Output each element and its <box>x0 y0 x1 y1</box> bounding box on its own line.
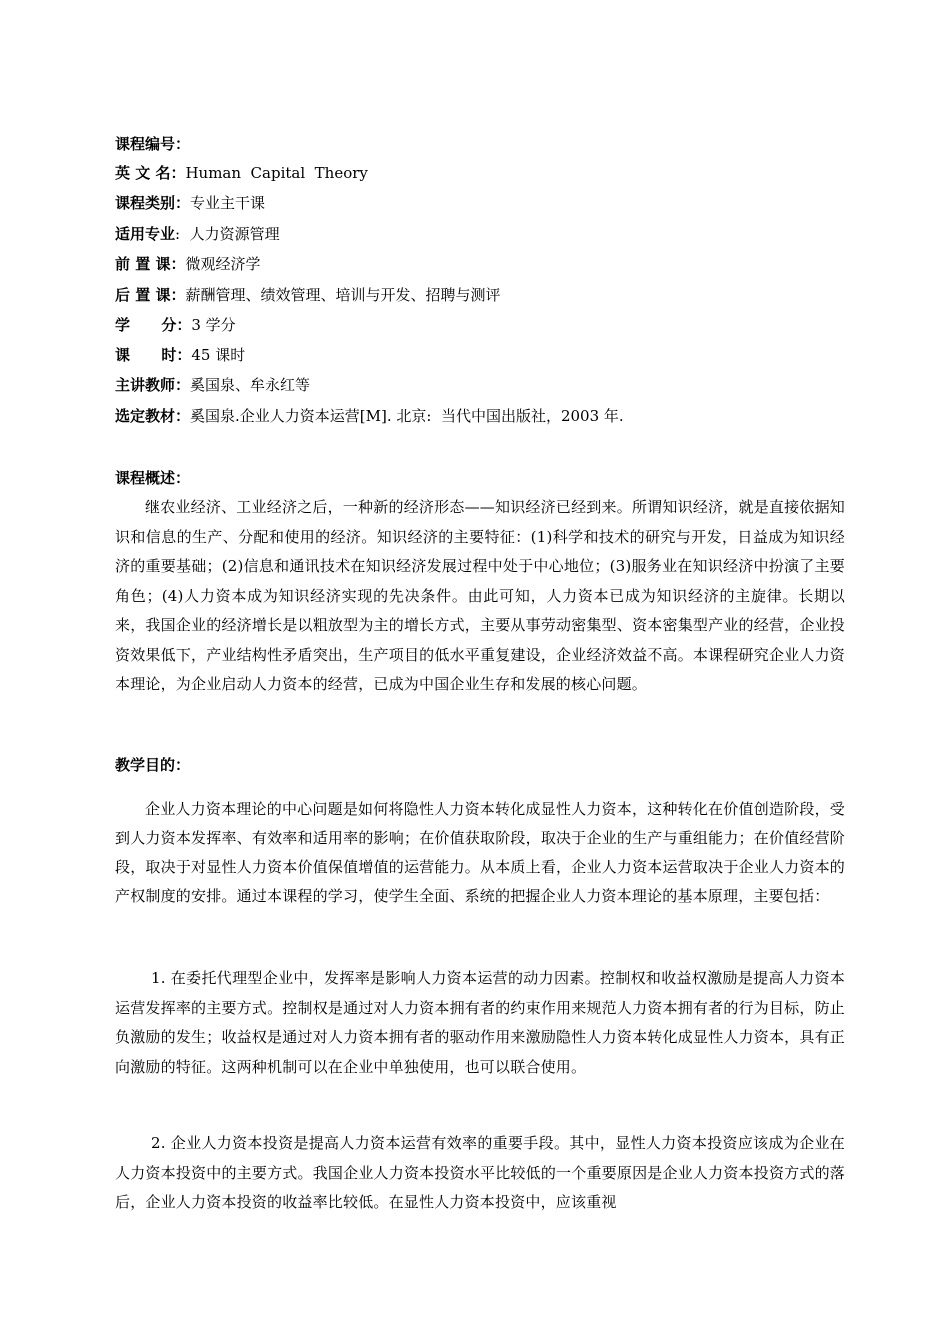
teachers-line <box>115 373 310 397</box>
hours-line <box>115 343 245 367</box>
category-value: 专业主干课 <box>190 194 266 212</box>
credits-line <box>115 313 236 337</box>
textbook-line <box>115 404 624 428</box>
overview-title: 课程概述： <box>115 469 191 487</box>
major-line <box>115 222 280 246</box>
textbook-label: 选定教材： <box>115 407 191 425</box>
prereq-line <box>115 252 260 276</box>
major-value: : 人力资源管理 <box>175 225 280 243</box>
prereq-value: 微观经济学 <box>185 255 261 273</box>
major-label: 适用专业 <box>115 225 176 243</box>
followup-label: 后 置 课： <box>115 286 186 304</box>
followup-value: 薪酬管理、绩效管理、培训与开发、招聘与测评 <box>185 286 501 304</box>
credits-value: 3 学分 <box>191 316 236 334</box>
course-code-line <box>115 132 190 156</box>
category-label: 课程类别： <box>115 194 191 212</box>
hours-label: 课 时： <box>115 346 192 364</box>
category-line <box>115 191 265 215</box>
objective-item-2: 2. 企业人力资本投资是提高人力资本运营有效率的重要手段。其中，显性人力资本投资应该成为企业在人力资本投资中的主要方式。我国企业人力资本投资水平比较低的一个重要原因是企业人力资本投资方式的落后，企业人力资本投资的收益率比较低。在显性人力资本投资中，应该重视 <box>115 1134 845 1211</box>
prereq-label: 前 置 课： <box>115 255 186 273</box>
objective-item-1: 1. 在委托代理型企业中，发挥率是影响人力资本运营的动力因素。控制权和收益权激励是提高人力资本运营发挥率的主要方式。控制权是通过对人力资本拥有者的约束作用来规范人力资本拥有者的行为目标，防止负激励的发生；收益权是通过对人力资本拥有者的驱动作用来激励隐性人力资本转化成显性人力资本，具有正向激励的特征。这两种机制可以在企业中单独使用，也可以联合使用。 <box>115 969 845 1076</box>
followup-line <box>115 283 500 307</box>
english-name-line <box>115 161 368 185</box>
course-code-label: 课程编号： <box>115 135 191 153</box>
english-name-value: Human Capital Theory <box>185 164 368 182</box>
objectives-intro-paragraph: 企业人力资本理论的中心问题是如何将隐性人力资本转化成显性人力资本，这种转化在价值创造阶段，受到人力资本发挥率、有效率和适用率的影响；在价值获取阶段，取决于企业的生产与重组能力；在价值经营阶段，取决于对显性人力资本价值保值增值的运营能力。从本质上看，企业人力资本运营取决于企业人力资本的产权制度的安排。通过本课程的学习，使学生全面、系统的把握企业人力资本理论的基本原理，主要包括： <box>115 800 845 905</box>
objectives-title: 教学目的： <box>115 756 191 774</box>
overview-paragraph: 继农业经济、工业经济之后，一种新的经济形态——知识经济已经到来。所谓知识经济，就是直接依据知识和信息的生产、分配和使用的经济。知识经济的主要特征：(1)科学和技术的研究与开发，日益成为知识经济的重要基础；(2)信息和通讯技术在知识经济发展过程中处于中心地位；(3)服务业在知识经济中扮演了主要角色；(4)人力资本成为知识经济实现的先决条件。由此可知，人力资本已成为知识经济的主旋律。长期以来，我国企业的经济增长是以粗放型为主的增长方式，主要从事劳动密集型、资本密集型产业的经营，企业投资效果低下，产业结构性矛盾突出，生产项目的低水平重复建设，企业经济效益不高。本课程研究企业人力资本理论，为企业启动人力资本的经营，已成为中国企业生存和发展的核心问题。 <box>115 498 845 693</box>
credits-label: 学 分： <box>115 316 192 334</box>
english-name-label: 英 文 名： <box>115 164 186 182</box>
textbook-value: 奚国泉.企业人力资本运营[M]. 北京: 当代中国出版社，2003 年. <box>190 407 624 425</box>
teachers-value: 奚国泉、牟永红等 <box>190 376 311 394</box>
teachers-label: 主讲教师： <box>115 376 191 394</box>
hours-value: 45 课时 <box>191 346 246 364</box>
